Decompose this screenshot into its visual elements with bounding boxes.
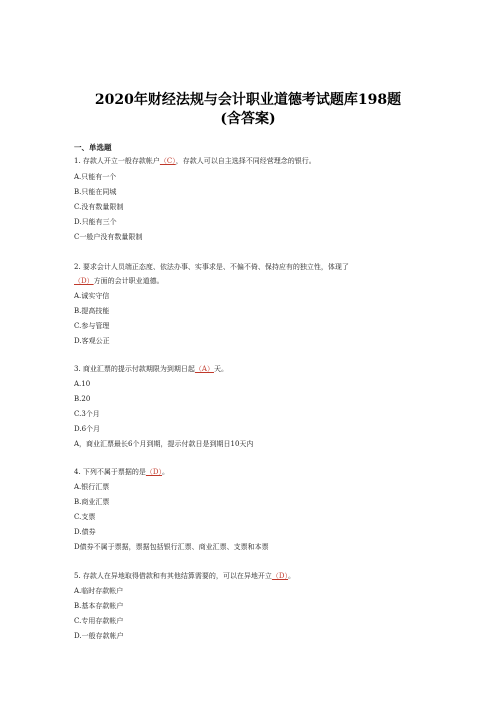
question-2-stem: 2. 要求会计人员端正态度、依法办事、实事求是、不偏不倚、保持应有的独立性，体现了 bbox=[74, 263, 349, 271]
document-title: 2020年财经法规与会计职业道德考试题库198题 bbox=[94, 92, 402, 108]
question-2-option-a: A.诚实守信 bbox=[74, 292, 110, 300]
question-1-option-c: C.没有数量限制 bbox=[74, 203, 124, 211]
question-4-option-c: C.支票 bbox=[74, 513, 96, 521]
question-1-answer: （C） bbox=[159, 157, 176, 165]
question-4-explanation: D债券不属于票据，票据包括银行汇票、商业汇票、支票和本票 bbox=[74, 543, 269, 551]
question-5-answer: （D） bbox=[271, 572, 289, 580]
question-3-option-d: D.6个月 bbox=[74, 425, 101, 433]
question-4-stem: 4. 下列不属于票据的是（D）。 bbox=[74, 468, 170, 476]
question-1-explanation: C一般户没有数量限制 bbox=[74, 233, 143, 241]
question-5-option-c: C.专用存款帐户 bbox=[74, 617, 124, 625]
question-5-option-a: A.临时存款帐户 bbox=[74, 587, 124, 595]
question-4-option-b: B.商业汇票 bbox=[74, 498, 110, 506]
section-heading: 一、单选题 bbox=[74, 143, 112, 152]
question-2-option-b: B.提高技能 bbox=[74, 307, 110, 315]
question-4-option-a: A.银行汇票 bbox=[74, 483, 110, 491]
question-3-answer: （A） bbox=[194, 365, 214, 373]
question-3-option-a: A.10 bbox=[74, 380, 91, 388]
question-5-option-b: B.基本存款帐户 bbox=[74, 602, 124, 610]
question-2-option-c: C.参与管理 bbox=[74, 322, 110, 330]
question-5-stem: 5. 存款人在异地取得借款和有其他结算需要的，可以在异地开立（D）。 bbox=[74, 572, 296, 580]
question-2-answer: （D） bbox=[74, 277, 94, 285]
question-1-stem: 1. 存款人开立一般存款帐户（C），存款人可以自主选择不同经营理念的银行。 bbox=[74, 157, 316, 165]
question-3-explanation: A，商业汇票最长6个月到期，提示付款日是到期日10天内 bbox=[74, 440, 254, 448]
question-4-answer: （D） bbox=[145, 468, 163, 476]
question-4-option-d: D.债券 bbox=[74, 528, 96, 536]
question-2-stem-cont: （D）方面的会计职业道德。 bbox=[74, 277, 164, 285]
question-3-option-c: C.3个月 bbox=[74, 410, 100, 418]
question-1-option-d: D.只能有三个 bbox=[74, 218, 117, 226]
question-3-stem: 3. 商业汇票的提示付款期限为到期日起（A）天。 bbox=[74, 365, 228, 373]
question-5-option-d: D.一般存款帐户 bbox=[74, 632, 124, 640]
question-1-option-b: B.只能在同城 bbox=[74, 188, 117, 196]
question-1-option-a: A.只能有一个 bbox=[74, 173, 117, 181]
document-subtitle: (含答案) bbox=[220, 111, 276, 127]
question-3-option-b: B.20 bbox=[74, 395, 91, 403]
question-2-option-d: D.客观公正 bbox=[74, 337, 110, 345]
